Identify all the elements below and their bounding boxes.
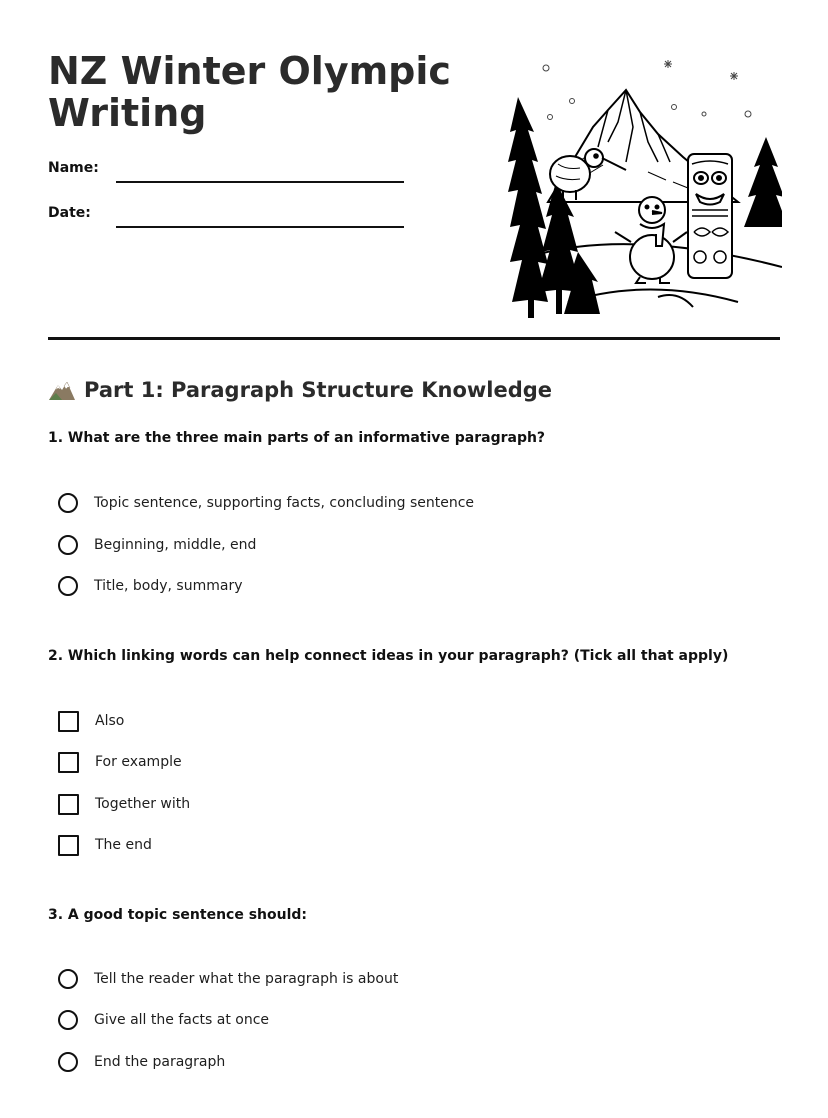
- option-label: Also: [95, 713, 125, 729]
- name-write-line[interactable]: [116, 181, 404, 183]
- mountain-emoji-icon: [48, 379, 76, 401]
- q2-option-1[interactable]: [58, 709, 124, 733]
- tiki-carving-icon: [688, 154, 732, 278]
- date-write-line[interactable]: [116, 226, 404, 228]
- question-1: 1. What are the three main parts of an informative paragraph?: [48, 430, 546, 446]
- q1-option-1[interactable]: [58, 491, 474, 515]
- q3-option-2[interactable]: [58, 1008, 269, 1032]
- q1-option-3[interactable]: [58, 574, 243, 598]
- title-line-2: Writing: [48, 91, 207, 135]
- date-label: Date:: [48, 205, 91, 221]
- pine-tree-icon: [508, 97, 600, 318]
- question-3: 3. A good topic sentence should:: [48, 907, 308, 923]
- q2-option-3[interactable]: [58, 792, 190, 816]
- radio-button[interactable]: [58, 576, 78, 596]
- radio-button[interactable]: [58, 535, 78, 555]
- option-label: End the paragraph: [94, 1054, 226, 1070]
- part-1-heading-text: Part 1: Paragraph Structure Knowledge: [84, 378, 553, 402]
- radio-button[interactable]: [58, 493, 78, 513]
- option-label: Topic sentence, supporting facts, concluding sentence: [94, 495, 475, 511]
- q2-option-4[interactable]: [58, 833, 152, 857]
- part-1-heading: [48, 374, 552, 406]
- checkbox[interactable]: [58, 711, 79, 732]
- q2-option-2[interactable]: [58, 750, 182, 774]
- option-label: Tell the reader what the paragraph is about: [94, 971, 399, 987]
- option-label: Together with: [95, 796, 191, 812]
- snowman-icon: [615, 197, 687, 283]
- q1-option-2[interactable]: [58, 533, 256, 557]
- name-field[interactable]: [48, 160, 408, 190]
- option-label: Title, body, summary: [94, 578, 243, 594]
- radio-button[interactable]: [58, 1010, 78, 1030]
- checkbox[interactable]: [58, 835, 79, 856]
- date-field[interactable]: [48, 205, 408, 235]
- option-label: Beginning, middle, end: [94, 537, 257, 553]
- page-title: [48, 50, 468, 134]
- radio-button[interactable]: [58, 1052, 78, 1072]
- name-label: Name:: [48, 160, 99, 176]
- option-label: The end: [95, 837, 152, 853]
- q3-option-3[interactable]: [58, 1050, 225, 1074]
- option-label: Give all the facts at once: [94, 1012, 270, 1028]
- title-line-1: NZ Winter Olympic: [48, 49, 451, 93]
- checkbox[interactable]: [58, 794, 79, 815]
- pine-tree-icon: [744, 137, 782, 227]
- winter-scene-illustration: [508, 52, 782, 322]
- question-2: 2. Which linking words can help connect ideas in your paragraph? (Tick all that apply): [48, 648, 729, 664]
- option-label: For example: [95, 754, 182, 770]
- snowflake-icon: [543, 60, 751, 120]
- section-divider: [48, 337, 780, 340]
- radio-button[interactable]: [58, 969, 78, 989]
- checkbox[interactable]: [58, 752, 79, 773]
- q3-option-1[interactable]: [58, 967, 398, 991]
